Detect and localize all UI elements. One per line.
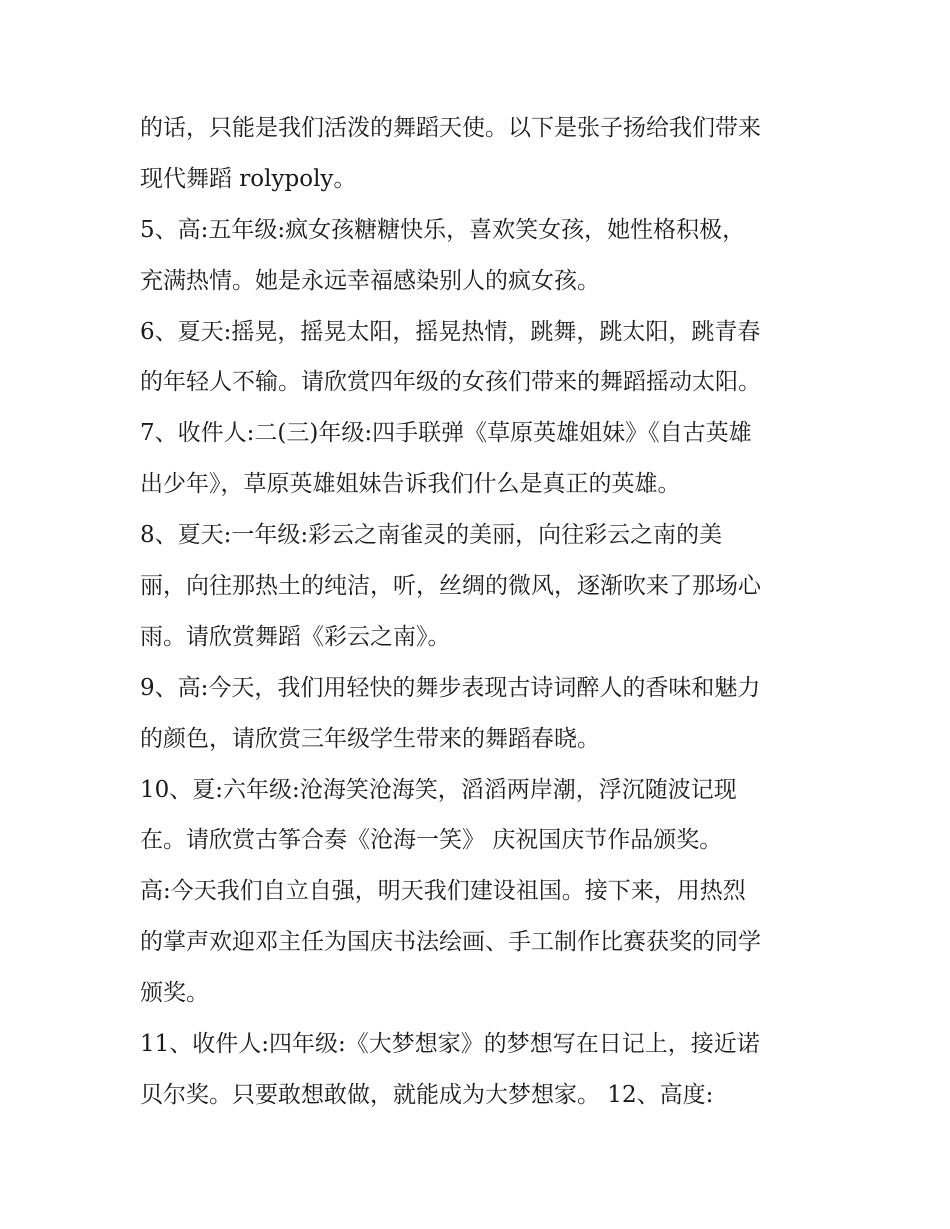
text-line: 8、夏天:一年级:彩云之南雀灵的美丽，向往彩云之南的美	[140, 522, 723, 549]
text-line: 的掌声欢迎邓主任为国庆书法绘画、手工制作比赛获奖的同学	[140, 929, 761, 956]
text-line: 雨。请欣赏舞蹈《彩云之南》。	[140, 623, 451, 650]
text-line: 的颜色，请欣赏三年级学生带来的舞蹈春晓。	[140, 725, 600, 752]
text-line: 10、夏:六年级:沧海笑沧海笑，滔滔两岸潮，浮沉随波记现	[140, 776, 737, 803]
text-line: 高:今天我们自立自强，明天我们建设祖国。接下来，用热烈	[140, 878, 746, 905]
text-line: 充满热情。她是永远幸福感染别人的疯女孩。	[140, 267, 600, 294]
text-line: 丽，向往那热土的纯洁，听，丝绸的微风，逐渐吹来了那场心	[140, 573, 761, 600]
text-line: 的话，只能是我们活泼的舞蹈天使。以下是张子扬给我们带来	[140, 115, 761, 141]
text-line: 的年轻人不输。请欣赏四年级的女孩们带来的舞蹈摇动太阳。	[140, 369, 761, 396]
text-line: 在。请欣赏古筝合奏《沧海一笑》 庆祝国庆节作品颁奖。	[140, 827, 723, 854]
text-line: 5、高:五年级:疯女孩糖糖快乐，喜欢笑女孩，她性格积极，	[140, 216, 746, 243]
text-line: 7、收件人:二(三)年级:四手联弹《草原英雄姐妹》《自古英雄	[140, 420, 752, 447]
text-line: 9、高:今天，我们用轻快的舞步表现古诗词醉人的香味和魅力	[140, 674, 761, 701]
text-line: 出少年》，草原英雄姐妹告诉我们什么是真正的英雄。	[140, 471, 681, 498]
text-line: 颁奖。	[140, 980, 209, 1007]
text-line: 11、收件人:四年级:《大梦想家》的梦想写在日记上，接近诺	[140, 1031, 760, 1058]
text-line: 贝尔奖。只要敢想敢做，就能成为大梦想家。 12、高度:	[140, 1081, 714, 1108]
text-line: 现代舞蹈 rolypoly。	[140, 165, 357, 192]
body-text	[140, 103, 820, 1121]
text-line: 6、夏天:摇晃，摇晃太阳，摇晃热情，跳舞，跳太阳，跳青春	[140, 318, 761, 345]
